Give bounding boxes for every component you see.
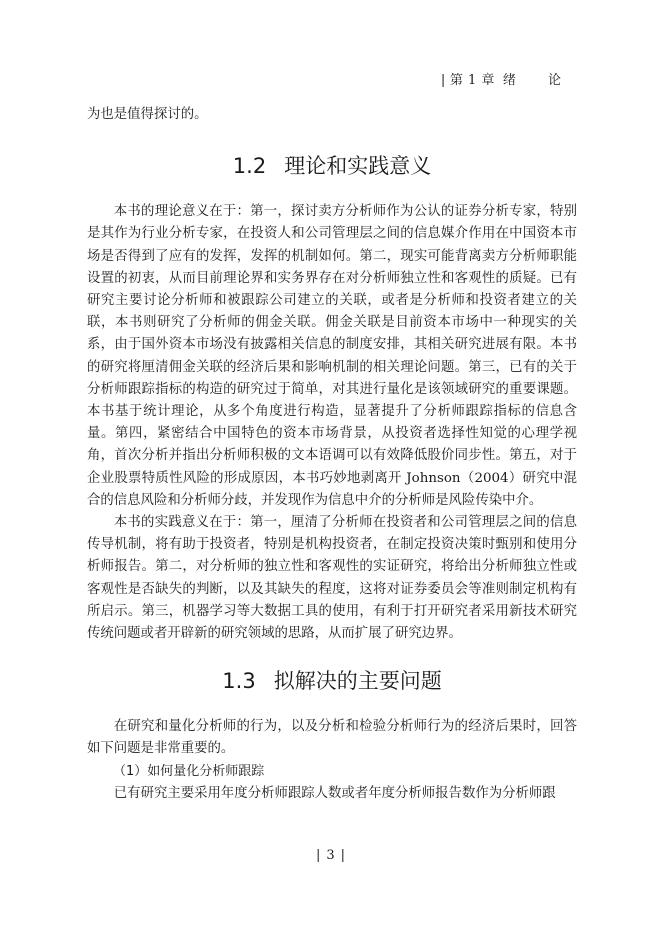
paragraph-theoretical-significance: 本书的理论意义在于：第一，探讨卖方分析师作为公认的证券分析专家，特别是其作为行业分析专家，在投资人和公司管理层之间的信息媒介作用在中国资本市场是否得到了应有的发挥，发挥的机制如何。第二，现实可能背离卖方分析师职能设置的初衷，从而目前理论界和实务界存在对分析师独立性和客观性的质疑。已有研究主要讨论分析师和被跟踪公司建立的关联，或者是分析师和投资者建立的关联，本书则研究了分析师的佣金关联。佣金关联是目前资本市场中一种现实的关系，由于国外资本市场没有披露相关信息的制度安排，其相关研究进展有限。本书的研究将厘清佣金关联的经济后果和影响机制的相关理论问题。第三，已有的关于分析师跟踪指标的构造的研究过于简单，对其进行量化是该领域研究的重要课题。本书基于统计理论，从多个角度进行构造，显著提升了分析师跟踪指标的信息含量。第四，紧密结合中国特色的资本市场背景，从投资者选择性知觉的心理学视角，首次分析并指出分析师积极的文本语调可以有效降低股价同步性。第五，对于企业股票特质性风险的形成原因，本书巧妙地剥离开 Johnson（2004）研究中混合的信息风险和分析师分歧，并发现作为信息中介的分析师是风险传染中介。: [87, 204, 577, 508]
page-number: 3: [326, 848, 335, 863]
page-folio: [0, 848, 661, 863]
section-heading-1-3: [87, 667, 577, 695]
chapter-title: 绪 论: [502, 73, 575, 88]
section-heading-1-2: [87, 152, 577, 180]
paragraph-practical-significance: 本书的实践意义在于：第一，厘清了分析师在投资者和公司管理层之间的信息传导机制，将有助于投资者，特别是机构投资者，在制定投资决策时甄别和使用分析师报告。第二，对分析师的独立性和客观性的实证研究，将给出分析师独立性或客观性是否缺失的判断，以及其缺失的程度，这将对证券委员会等准则制定机构有所启示。第三，机器学习等大数据工具的使用，有利于打开研究者采用新技术研究传统问题或者开辟新的研究领域的思路，从而扩展了研究边界。: [87, 515, 577, 642]
subsection-paragraph: 已有研究主要采用年度分析师跟踪人数或者年度分析师报告数作为分析师跟: [113, 785, 556, 801]
paragraph-main-questions: 在研究和量化分析师的行为，以及分析和检验分析师行为的经济后果时，回答如下问题是非常重要的。: [87, 719, 577, 757]
running-head-bar: |: [440, 73, 446, 88]
section-number: 1.3: [222, 669, 256, 694]
section-number: 1.2: [232, 154, 267, 179]
section-title: 理论和实践意义: [284, 154, 432, 179]
folio-left-bar: |: [315, 848, 321, 863]
chapter-number: 第 1 章: [449, 73, 495, 88]
subsection-heading: （1）如何量化分析师跟踪: [113, 763, 265, 779]
section-title: 拟解决的主要问题: [273, 669, 442, 694]
running-head: [441, 69, 575, 88]
continuation-paragraph: 为也是值得探讨的。: [87, 107, 208, 122]
folio-right-bar: |: [340, 848, 346, 863]
page-content: [87, 104, 577, 805]
